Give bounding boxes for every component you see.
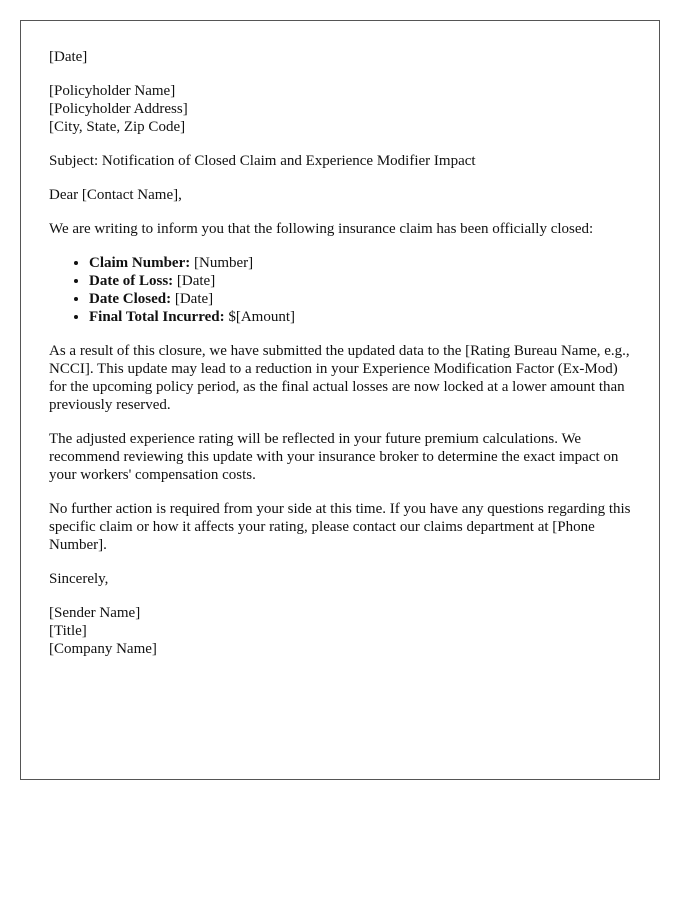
final-total-incurred-label: Final Total Incurred: <box>89 309 225 325</box>
sender-title: [Title] <box>49 623 87 639</box>
date-closed-value: [Date] <box>171 291 214 307</box>
list-item-date-closed <box>89 290 631 308</box>
subject-line: Subject: Notification of Closed Claim and Experience Modifier Impact <box>49 153 476 169</box>
signature-block <box>49 604 631 658</box>
company-name: [Company Name] <box>49 641 157 657</box>
intro-paragraph: We are writing to inform you that the following insurance claim has been officially closed: <box>49 221 594 237</box>
salutation: Dear [Contact Name], <box>49 187 182 203</box>
list-item-final-total-incurred <box>89 308 631 326</box>
recipient-name: [Policyholder Name] <box>49 83 176 99</box>
recipient-address-block <box>49 82 631 136</box>
date-closed-label: Date Closed: <box>89 291 172 307</box>
letter-page <box>20 20 660 780</box>
recipient-address: [Policyholder Address] <box>49 101 188 117</box>
claim-number-value: [Number] <box>190 255 254 271</box>
list-item-claim-number <box>89 254 631 272</box>
body-paragraph-contact: No further action is required from your side at this time. If you have any questions regarding this specific claim or how it affects your rating, please contact our claims department at [Phone Number]. <box>49 501 631 553</box>
final-total-incurred-value: $[Amount] <box>224 309 296 325</box>
sender-name: [Sender Name] <box>49 605 141 621</box>
claim-details-list <box>49 254 631 326</box>
date-text: [Date] <box>49 49 88 65</box>
body-paragraph-closure: As a result of this closure, we have submitted the updated data to the [Rating Bureau Name, e.g., NCCI]. This update may lead to a reduction in your Experience Modification Factor (Ex-Mod) for the upcoming policy period, as the final actual losses are now locked at a lower amount than previously reserved. <box>49 343 630 413</box>
list-item-date-of-loss <box>89 272 631 290</box>
date-of-loss-label: Date of Loss: <box>89 273 174 289</box>
date-of-loss-value: [Date] <box>173 273 216 289</box>
claim-number-label: Claim Number: <box>89 255 191 271</box>
recipient-city-state-zip: [City, State, Zip Code] <box>49 119 186 135</box>
letter-date <box>49 48 631 66</box>
body-paragraph-rating: The adjusted experience rating will be reflected in your future premium calculations. We recommend reviewing this update with your insurance broker to determine the exact impact on your workers' compensation costs. <box>49 431 619 483</box>
closing: Sincerely, <box>49 571 109 587</box>
